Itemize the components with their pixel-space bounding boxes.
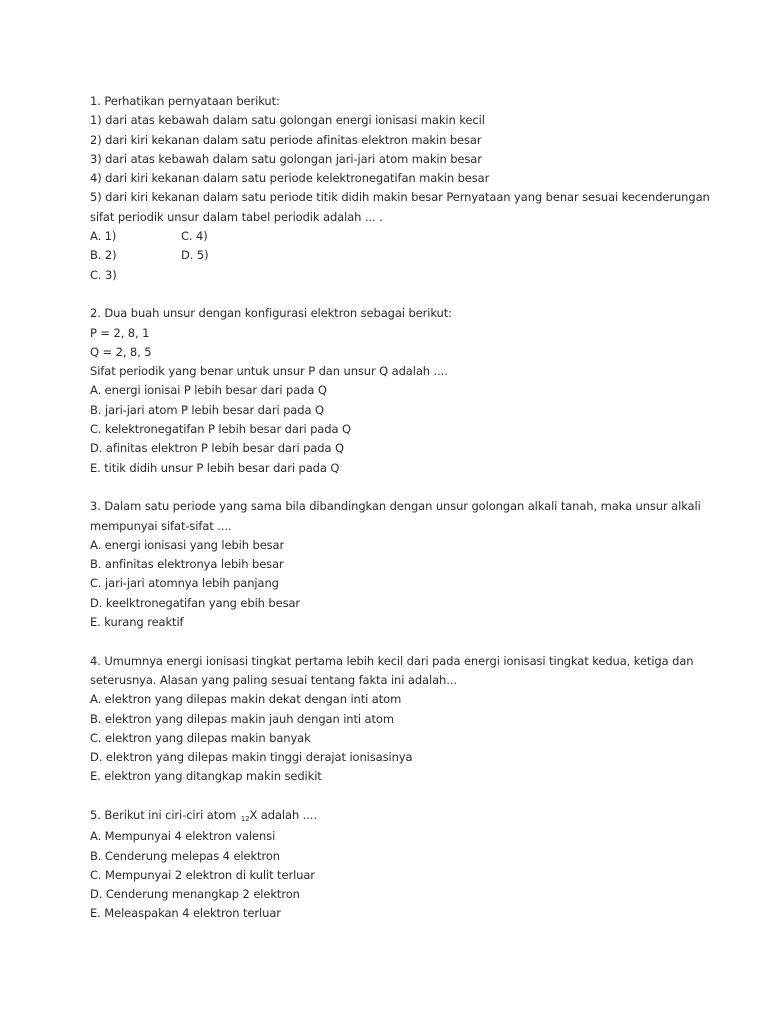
question-2-option-d: D. afinitas elektron P lebih besar dari pada Q: [90, 441, 344, 456]
question-4-stem: 4. Umumnya energi ionisasi tingkat pertama lebih kecil dari pada energi ionisasi tingkat kedua, ketiga dan: [90, 653, 694, 668]
question-4-option-d: D. elektron yang dilepas makin tinggi derajat ionisasinya: [90, 750, 413, 765]
question-1-option-c-extra: C. 3): [90, 267, 117, 282]
question-5-stem: [90, 806, 690, 827]
question-4-option-b: B. elektron yang dilepas makin jauh dengan inti atom: [90, 711, 394, 726]
question-2: [90, 304, 690, 478]
question-4-option-a: A. elektron yang dilepas makin dekat dengan inti atom: [90, 692, 402, 707]
question-3-option-a: A. energi ionisasi yang lebih besar: [90, 537, 285, 552]
question-5-atomic-number: 12: [240, 814, 250, 823]
question-1-statement-4: 4) dari kiri kekanan dalam satu periode kelektronegatifan makin besar: [90, 171, 490, 186]
question-1-statement-1: 1) dari atas kebawah dalam satu golongan energi ionisasi makin kecil: [90, 113, 485, 128]
question-3-stem-cont: mempunyai sifat-sifat ....: [90, 518, 232, 533]
question-2-question: Sifat periodik yang benar untuk unsur P dan unsur Q adalah ....: [90, 364, 448, 379]
question-4: [90, 652, 694, 787]
question-2-config-p: P = 2, 8, 1: [90, 325, 150, 340]
question-1-option-a: A. 1): [90, 229, 117, 244]
question-3-option-e: E. kurang reaktif: [90, 615, 184, 630]
question-2-option-c: C. kelektronegatifan P lebih besar dari pada Q: [90, 422, 351, 437]
question-4-option-e: E. elektron yang ditangkap makin sedikit: [90, 769, 322, 784]
question-1-option-b: B. 2): [90, 248, 117, 263]
question-5-option-c: C. Mempunyai 2 elektron di kulit terluar: [90, 867, 315, 882]
question-3-option-c: C. jari-jari atomnya lebih panjang: [90, 576, 279, 591]
question-1-option-c: C. 4): [181, 229, 208, 244]
question-1-option-d: D. 5): [181, 248, 209, 263]
question-5-stem-suffix: X adalah ....: [249, 807, 317, 822]
question-2-option-b: B. jari-jari atom P lebih besar dari pada Q: [90, 402, 324, 417]
question-4-option-c: C. elektron yang dilepas makin banyak: [90, 730, 311, 745]
question-1: [90, 92, 710, 285]
question-1-options-row-2: [90, 246, 690, 265]
question-1-statement-5: 5) dari kiri kekanan dalam satu periode titik didih makin besar Pernyataan yang benar sesuai kecenderungan: [90, 190, 710, 205]
question-5: [90, 806, 690, 924]
question-1-statement-5-cont: sifat periodik unsur dalam tabel periodik adalah ... .: [90, 209, 383, 224]
question-5-option-e: E. Meleaspakan 4 elektron terluar: [90, 906, 281, 921]
question-5-option-a: A. Mempunyai 4 elektron valensi: [90, 829, 276, 844]
document-page: [90, 92, 710, 924]
question-5-option-d: D. Cenderung menangkap 2 elektron: [90, 887, 300, 902]
question-2-stem: 2. Dua buah unsur dengan konfigurasi elektron sebagai berikut:: [90, 306, 452, 321]
question-1-statement-3: 3) dari atas kebawah dalam satu golongan jari-jari atom makin besar: [90, 151, 482, 166]
question-1-statement-2: 2) dari kiri kekanan dalam satu periode afinitas elektron makin besar: [90, 132, 482, 147]
question-3-option-b: B. anfinitas elektronya lebih besar: [90, 557, 284, 572]
question-3: [90, 497, 701, 632]
question-5-stem-prefix: 5. Berikut ini ciri-ciri atom: [90, 807, 240, 822]
question-3-stem: 3. Dalam satu periode yang sama bila dibandingkan dengan unsur golongan alkali tanah, maka unsur alkali: [90, 499, 701, 514]
question-3-option-d: D. keelktronegatifan yang ebih besar: [90, 595, 301, 610]
question-1-stem: 1. Perhatikan pernyataan berikut:: [90, 94, 280, 108]
question-2-config-q: Q = 2, 8, 5: [90, 344, 152, 359]
question-2-option-a: A. energi ionisai P lebih besar dari pada Q: [90, 383, 327, 398]
question-1-options-row-1: [90, 227, 690, 246]
question-4-stem-cont: seterusnya. Alasan yang paling sesuai tentang fakta ini adalah...: [90, 672, 457, 687]
question-5-option-b: B. Cenderung melepas 4 elektron: [90, 848, 280, 863]
question-2-option-e: E. titik didih unsur P lebih besar dari pada Q: [90, 460, 340, 475]
